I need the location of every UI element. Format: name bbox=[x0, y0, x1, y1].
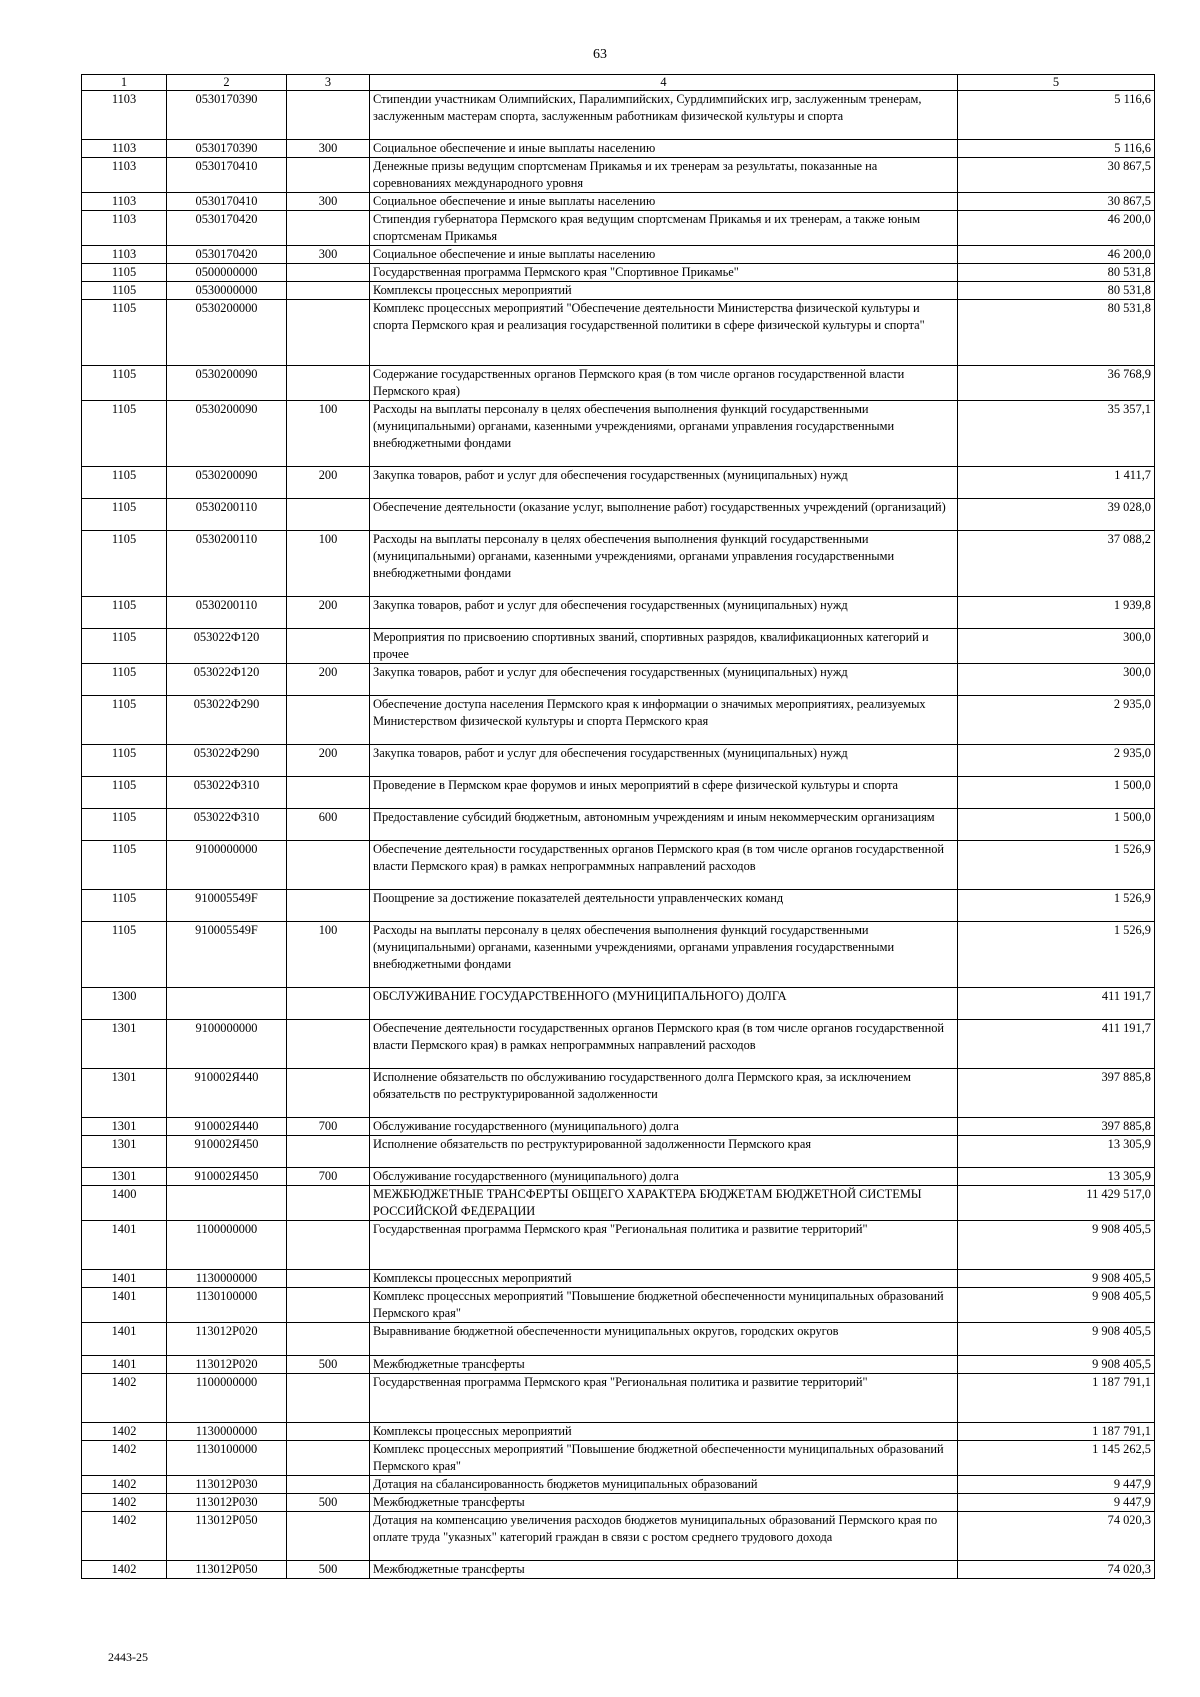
table-body bbox=[82, 91, 1155, 1579]
table-row bbox=[82, 1020, 1155, 1069]
section-code-cell: 1105 bbox=[82, 401, 167, 467]
section-code-cell: 1105 bbox=[82, 597, 167, 629]
amount-cell: 1 500,0 bbox=[958, 809, 1155, 841]
target-article-code-cell: 113012Р050 bbox=[167, 1561, 287, 1579]
table-row bbox=[82, 922, 1155, 988]
section-code-cell: 1105 bbox=[82, 922, 167, 988]
target-article-code-cell bbox=[167, 1186, 287, 1221]
expense-name-cell: Комплекс процессных мероприятий "Обеспечение деятельности Министерства физической культуры и спорта Пермского края и реализация государственной политики в сфере физической культуры и спорта" bbox=[370, 300, 958, 366]
expense-type-code-cell: 500 bbox=[287, 1561, 370, 1579]
amount-cell: 80 531,8 bbox=[958, 300, 1155, 366]
target-article-code-cell: 1130100000 bbox=[167, 1441, 287, 1476]
amount-cell: 1 145 262,5 bbox=[958, 1441, 1155, 1476]
table-row bbox=[82, 1512, 1155, 1561]
section-code-cell: 1401 bbox=[82, 1270, 167, 1288]
expense-type-code-cell: 200 bbox=[287, 664, 370, 696]
table-row bbox=[82, 809, 1155, 841]
amount-cell: 9 447,9 bbox=[958, 1494, 1155, 1512]
section-code-cell: 1105 bbox=[82, 467, 167, 499]
expense-type-code-cell bbox=[287, 1423, 370, 1441]
target-article-code-cell: 0530200090 bbox=[167, 366, 287, 401]
target-article-code-cell: 1100000000 bbox=[167, 1221, 287, 1270]
table-row bbox=[82, 401, 1155, 467]
target-article-code-cell: 113012Р020 bbox=[167, 1323, 287, 1356]
table-row bbox=[82, 890, 1155, 922]
section-code-cell: 1402 bbox=[82, 1423, 167, 1441]
section-code-cell: 1402 bbox=[82, 1494, 167, 1512]
expense-type-code-cell bbox=[287, 1323, 370, 1356]
expense-name-cell: Обслуживание государственного (муниципального) долга bbox=[370, 1118, 958, 1136]
section-code-cell: 1105 bbox=[82, 890, 167, 922]
section-code-cell: 1105 bbox=[82, 777, 167, 809]
amount-cell: 1 526,9 bbox=[958, 841, 1155, 890]
expense-type-code-cell bbox=[287, 777, 370, 809]
expense-name-cell: Комплекс процессных мероприятий "Повышение бюджетной обеспеченности муниципальных образований Пермского края" bbox=[370, 1441, 958, 1476]
section-code-cell: 1301 bbox=[82, 1020, 167, 1069]
expense-type-code-cell bbox=[287, 1441, 370, 1476]
expense-type-code-cell bbox=[287, 211, 370, 246]
target-article-code-cell: 113012Р020 bbox=[167, 1356, 287, 1374]
expense-type-code-cell: 500 bbox=[287, 1356, 370, 1374]
section-code-cell: 1103 bbox=[82, 193, 167, 211]
expense-name-cell: Межбюджетные трансферты bbox=[370, 1356, 958, 1374]
table-row bbox=[82, 140, 1155, 158]
section-code-cell: 1105 bbox=[82, 300, 167, 366]
table-row bbox=[82, 777, 1155, 809]
expense-name-cell: Обеспечение деятельности государственных органов Пермского края (в том числе органов государственной власти Пермского края) в рамках непрограммных направлений расходов bbox=[370, 1020, 958, 1069]
target-article-code-cell: 1130000000 bbox=[167, 1270, 287, 1288]
table-row bbox=[82, 211, 1155, 246]
expense-name-cell: ОБСЛУЖИВАНИЕ ГОСУДАРСТВЕННОГО (МУНИЦИПАЛЬНОГО) ДОЛГА bbox=[370, 988, 958, 1020]
document-code: 2443-25 bbox=[108, 1650, 148, 1664]
expense-name-cell: Межбюджетные трансферты bbox=[370, 1494, 958, 1512]
section-code-cell: 1105 bbox=[82, 264, 167, 282]
table-row bbox=[82, 1221, 1155, 1270]
expense-type-code-cell bbox=[287, 1221, 370, 1270]
section-code-cell: 1301 bbox=[82, 1136, 167, 1168]
expense-type-code-cell bbox=[287, 988, 370, 1020]
amount-cell: 411 191,7 bbox=[958, 1020, 1155, 1069]
expense-name-cell: Исполнение обязательств по реструктурированной задолженности Пермского края bbox=[370, 1136, 958, 1168]
expense-type-code-cell: 500 bbox=[287, 1494, 370, 1512]
expense-type-code-cell: 100 bbox=[287, 922, 370, 988]
target-article-code-cell: 0530170410 bbox=[167, 193, 287, 211]
expense-type-code-cell bbox=[287, 264, 370, 282]
section-code-cell: 1301 bbox=[82, 1069, 167, 1118]
section-code-cell: 1401 bbox=[82, 1323, 167, 1356]
expense-type-code-cell bbox=[287, 1374, 370, 1423]
expense-name-cell: Государственная программа Пермского края "Региональная политика и развитие территорий" bbox=[370, 1221, 958, 1270]
target-article-code-cell: 053022Ф310 bbox=[167, 777, 287, 809]
target-article-code-cell: 910005549F bbox=[167, 890, 287, 922]
expense-name-cell: Закупка товаров, работ и услуг для обеспечения государственных (муниципальных) нужд bbox=[370, 745, 958, 777]
section-code-cell: 1103 bbox=[82, 140, 167, 158]
expense-name-cell: Социальное обеспечение и иные выплаты населению bbox=[370, 246, 958, 264]
expense-name-cell: Расходы на выплаты персоналу в целях обеспечения выполнения функций государственными (муниципальными) органами, казенными учреждениями, органами управления государственными внебюджетными фондами bbox=[370, 401, 958, 467]
expense-type-code-cell: 700 bbox=[287, 1168, 370, 1186]
section-code-cell: 1105 bbox=[82, 696, 167, 745]
target-article-code-cell: 0530200110 bbox=[167, 531, 287, 597]
table-row bbox=[82, 1323, 1155, 1356]
expense-name-cell: Содержание государственных органов Пермского края (в том числе органов государственной власти Пермского края) bbox=[370, 366, 958, 401]
section-code-cell: 1105 bbox=[82, 841, 167, 890]
header-col-3: 3 bbox=[287, 75, 370, 91]
amount-cell: 37 088,2 bbox=[958, 531, 1155, 597]
expense-type-code-cell bbox=[287, 1069, 370, 1118]
target-article-code-cell: 1100000000 bbox=[167, 1374, 287, 1423]
expense-name-cell: Расходы на выплаты персоналу в целях обеспечения выполнения функций государственными (муниципальными) органами, казенными учреждениями, органами управления государственными внебюджетными фондами bbox=[370, 531, 958, 597]
amount-cell: 74 020,3 bbox=[958, 1512, 1155, 1561]
target-article-code-cell: 113012Р050 bbox=[167, 1512, 287, 1561]
amount-cell: 9 908 405,5 bbox=[958, 1288, 1155, 1323]
table-row bbox=[82, 1476, 1155, 1494]
target-article-code-cell: 910005549F bbox=[167, 922, 287, 988]
expense-name-cell: Обслуживание государственного (муниципального) долга bbox=[370, 1168, 958, 1186]
section-code-cell: 1105 bbox=[82, 366, 167, 401]
amount-cell: 5 116,6 bbox=[958, 91, 1155, 140]
expense-type-code-cell bbox=[287, 1476, 370, 1494]
amount-cell: 1 411,7 bbox=[958, 467, 1155, 499]
expense-name-cell: Социальное обеспечение и иные выплаты населению bbox=[370, 193, 958, 211]
expense-name-cell: Денежные призы ведущим спортсменам Прикамья и их тренерам за результаты, показанные на соревнованиях международного уровня bbox=[370, 158, 958, 193]
amount-cell: 9 908 405,5 bbox=[958, 1270, 1155, 1288]
section-code-cell: 1105 bbox=[82, 282, 167, 300]
expense-name-cell: МЕЖБЮДЖЕТНЫЕ ТРАНСФЕРТЫ ОБЩЕГО ХАРАКТЕРА БЮДЖЕТАМ БЮДЖЕТНОЙ СИСТЕМЫ РОССИЙСКОЙ ФЕДЕРАЦИИ bbox=[370, 1186, 958, 1221]
expense-type-code-cell bbox=[287, 890, 370, 922]
section-code-cell: 1300 bbox=[82, 988, 167, 1020]
expense-type-code-cell bbox=[287, 91, 370, 140]
section-code-cell: 1400 bbox=[82, 1186, 167, 1221]
table-row bbox=[82, 597, 1155, 629]
amount-cell: 74 020,3 bbox=[958, 1561, 1155, 1579]
budget-table bbox=[81, 74, 1155, 1579]
expense-type-code-cell bbox=[287, 158, 370, 193]
amount-cell: 9 908 405,5 bbox=[958, 1323, 1155, 1356]
header-col-5: 5 bbox=[958, 75, 1155, 91]
target-article-code-cell: 0530200090 bbox=[167, 467, 287, 499]
amount-cell: 1 939,8 bbox=[958, 597, 1155, 629]
header-col-4: 4 bbox=[370, 75, 958, 91]
target-article-code-cell: 0530170420 bbox=[167, 211, 287, 246]
expense-name-cell: Комплексы процессных мероприятий bbox=[370, 1423, 958, 1441]
table-row bbox=[82, 467, 1155, 499]
expense-type-code-cell bbox=[287, 1186, 370, 1221]
expense-name-cell: Межбюджетные трансферты bbox=[370, 1561, 958, 1579]
section-code-cell: 1103 bbox=[82, 158, 167, 193]
expense-type-code-cell: 300 bbox=[287, 193, 370, 211]
expense-name-cell: Обеспечение деятельности (оказание услуг, выполнение работ) государственных учреждений (организаций) bbox=[370, 499, 958, 531]
target-article-code-cell: 910002Я440 bbox=[167, 1069, 287, 1118]
target-article-code-cell: 053022Ф290 bbox=[167, 745, 287, 777]
expense-name-cell: Мероприятия по присвоению спортивных званий, спортивных разрядов, квалификационных категорий и прочее bbox=[370, 629, 958, 664]
expense-type-code-cell bbox=[287, 1288, 370, 1323]
amount-cell: 1 187 791,1 bbox=[958, 1374, 1155, 1423]
target-article-code-cell: 0530170390 bbox=[167, 91, 287, 140]
expense-name-cell: Государственная программа Пермского края "Региональная политика и развитие территорий" bbox=[370, 1374, 958, 1423]
expense-name-cell: Предоставление субсидий бюджетным, автономным учреждениям и иным некоммерческим организациям bbox=[370, 809, 958, 841]
expense-name-cell: Комплексы процессных мероприятий bbox=[370, 282, 958, 300]
expense-name-cell: Стипендии участникам Олимпийских, Паралимпийских, Сурдлимпийских игр, заслуженным тренерам, заслуженным мастерам спорта, заслуженным работникам физической культуры и спорта bbox=[370, 91, 958, 140]
expense-name-cell: Комплекс процессных мероприятий "Повышение бюджетной обеспеченности муниципальных образований Пермского края" bbox=[370, 1288, 958, 1323]
expense-name-cell: Закупка товаров, работ и услуг для обеспечения государственных (муниципальных) нужд bbox=[370, 597, 958, 629]
table-row bbox=[82, 193, 1155, 211]
expense-name-cell: Закупка товаров, работ и услуг для обеспечения государственных (муниципальных) нужд bbox=[370, 664, 958, 696]
section-code-cell: 1402 bbox=[82, 1512, 167, 1561]
amount-cell: 13 305,9 bbox=[958, 1168, 1155, 1186]
expense-name-cell: Расходы на выплаты персоналу в целях обеспечения выполнения функций государственными (муниципальными) органами, казенными учреждениями, органами управления государственными внебюджетными фондами bbox=[370, 922, 958, 988]
amount-cell: 411 191,7 bbox=[958, 988, 1155, 1020]
expense-type-code-cell: 100 bbox=[287, 531, 370, 597]
amount-cell: 5 116,6 bbox=[958, 140, 1155, 158]
table-row bbox=[82, 366, 1155, 401]
section-code-cell: 1103 bbox=[82, 91, 167, 140]
section-code-cell: 1402 bbox=[82, 1441, 167, 1476]
amount-cell: 1 500,0 bbox=[958, 777, 1155, 809]
amount-cell: 9 908 405,5 bbox=[958, 1221, 1155, 1270]
target-article-code-cell: 053022Ф120 bbox=[167, 629, 287, 664]
section-code-cell: 1402 bbox=[82, 1374, 167, 1423]
amount-cell: 2 935,0 bbox=[958, 696, 1155, 745]
target-article-code-cell: 113012Р030 bbox=[167, 1476, 287, 1494]
section-code-cell: 1401 bbox=[82, 1221, 167, 1270]
expense-name-cell: Исполнение обязательств по обслуживанию государственного долга Пермского края, за исключением обязательств по реструктурированной задолженности bbox=[370, 1069, 958, 1118]
section-code-cell: 1401 bbox=[82, 1356, 167, 1374]
target-article-code-cell: 9100000000 bbox=[167, 1020, 287, 1069]
expense-type-code-cell bbox=[287, 1020, 370, 1069]
amount-cell: 39 028,0 bbox=[958, 499, 1155, 531]
amount-cell: 46 200,0 bbox=[958, 246, 1155, 264]
expense-name-cell: Закупка товаров, работ и услуг для обеспечения государственных (муниципальных) нужд bbox=[370, 467, 958, 499]
table-row bbox=[82, 1136, 1155, 1168]
amount-cell: 30 867,5 bbox=[958, 158, 1155, 193]
expense-type-code-cell: 200 bbox=[287, 467, 370, 499]
target-article-code-cell: 1130100000 bbox=[167, 1288, 287, 1323]
expense-name-cell: Выравнивание бюджетной обеспеченности муниципальных округов, городских округов bbox=[370, 1323, 958, 1356]
table-row bbox=[82, 841, 1155, 890]
amount-cell: 300,0 bbox=[958, 664, 1155, 696]
amount-cell: 80 531,8 bbox=[958, 282, 1155, 300]
target-article-code-cell: 0530170390 bbox=[167, 140, 287, 158]
target-article-code-cell: 0530200090 bbox=[167, 401, 287, 467]
section-code-cell: 1103 bbox=[82, 246, 167, 264]
expense-name-cell: Дотация на компенсацию увеличения расходов бюджетов муниципальных образований Пермского края по оплате труда "указных" категорий граждан в связи с ростом среднего трудового дохода bbox=[370, 1512, 958, 1561]
expense-name-cell: Социальное обеспечение и иные выплаты населению bbox=[370, 140, 958, 158]
table-row bbox=[82, 1494, 1155, 1512]
amount-cell: 1 526,9 bbox=[958, 922, 1155, 988]
amount-cell: 9 908 405,5 bbox=[958, 1356, 1155, 1374]
table-header-row bbox=[82, 75, 1155, 91]
target-article-code-cell: 0530200000 bbox=[167, 300, 287, 366]
target-article-code-cell: 910002Я440 bbox=[167, 1118, 287, 1136]
expense-type-code-cell: 100 bbox=[287, 401, 370, 467]
expense-type-code-cell: 700 bbox=[287, 1118, 370, 1136]
amount-cell: 9 447,9 bbox=[958, 1476, 1155, 1494]
table-row bbox=[82, 629, 1155, 664]
expense-type-code-cell bbox=[287, 841, 370, 890]
amount-cell: 36 768,9 bbox=[958, 366, 1155, 401]
table-row bbox=[82, 1356, 1155, 1374]
expense-type-code-cell bbox=[287, 1270, 370, 1288]
expense-type-code-cell bbox=[287, 696, 370, 745]
section-code-cell: 1105 bbox=[82, 629, 167, 664]
section-code-cell: 1402 bbox=[82, 1476, 167, 1494]
amount-cell: 80 531,8 bbox=[958, 264, 1155, 282]
header-col-1: 1 bbox=[82, 75, 167, 91]
table-row bbox=[82, 1069, 1155, 1118]
target-article-code-cell bbox=[167, 988, 287, 1020]
expense-name-cell: Проведение в Пермском крае форумов и иных мероприятий в сфере физической культуры и спорта bbox=[370, 777, 958, 809]
section-code-cell: 1105 bbox=[82, 531, 167, 597]
amount-cell: 35 357,1 bbox=[958, 401, 1155, 467]
section-code-cell: 1402 bbox=[82, 1561, 167, 1579]
section-code-cell: 1105 bbox=[82, 499, 167, 531]
target-article-code-cell: 053022Ф120 bbox=[167, 664, 287, 696]
expense-type-code-cell bbox=[287, 1512, 370, 1561]
expense-type-code-cell: 200 bbox=[287, 597, 370, 629]
table-row bbox=[82, 664, 1155, 696]
expense-name-cell: Дотация на сбалансированность бюджетов муниципальных образований bbox=[370, 1476, 958, 1494]
target-article-code-cell: 910002Я450 bbox=[167, 1136, 287, 1168]
expense-type-code-cell: 600 bbox=[287, 809, 370, 841]
table-row bbox=[82, 246, 1155, 264]
table-row bbox=[82, 1118, 1155, 1136]
amount-cell: 13 305,9 bbox=[958, 1136, 1155, 1168]
amount-cell: 397 885,8 bbox=[958, 1069, 1155, 1118]
section-code-cell: 1301 bbox=[82, 1118, 167, 1136]
expense-type-code-cell bbox=[287, 629, 370, 664]
table-row bbox=[82, 696, 1155, 745]
table-row bbox=[82, 91, 1155, 140]
expense-type-code-cell bbox=[287, 1136, 370, 1168]
amount-cell: 397 885,8 bbox=[958, 1118, 1155, 1136]
section-code-cell: 1105 bbox=[82, 664, 167, 696]
table-row bbox=[82, 264, 1155, 282]
section-code-cell: 1103 bbox=[82, 211, 167, 246]
section-code-cell: 1105 bbox=[82, 745, 167, 777]
amount-cell: 1 187 791,1 bbox=[958, 1423, 1155, 1441]
section-code-cell: 1301 bbox=[82, 1168, 167, 1186]
table-row bbox=[82, 282, 1155, 300]
target-article-code-cell: 0530200110 bbox=[167, 597, 287, 629]
target-article-code-cell: 113012Р030 bbox=[167, 1494, 287, 1512]
table-row bbox=[82, 1441, 1155, 1476]
target-article-code-cell: 053022Ф310 bbox=[167, 809, 287, 841]
target-article-code-cell: 1130000000 bbox=[167, 1423, 287, 1441]
expense-type-code-cell bbox=[287, 366, 370, 401]
amount-cell: 2 935,0 bbox=[958, 745, 1155, 777]
expense-type-code-cell bbox=[287, 300, 370, 366]
expense-name-cell: Обеспечение деятельности государственных органов Пермского края (в том числе органов государственной власти Пермского края) в рамках непрограммных направлений расходов bbox=[370, 841, 958, 890]
target-article-code-cell: 0530200110 bbox=[167, 499, 287, 531]
amount-cell: 1 526,9 bbox=[958, 890, 1155, 922]
table-row bbox=[82, 1561, 1155, 1579]
target-article-code-cell: 9100000000 bbox=[167, 841, 287, 890]
amount-cell: 300,0 bbox=[958, 629, 1155, 664]
target-article-code-cell: 0530170420 bbox=[167, 246, 287, 264]
expense-type-code-cell: 300 bbox=[287, 246, 370, 264]
expense-name-cell: Комплексы процессных мероприятий bbox=[370, 1270, 958, 1288]
section-code-cell: 1401 bbox=[82, 1288, 167, 1323]
table-row bbox=[82, 158, 1155, 193]
amount-cell: 46 200,0 bbox=[958, 211, 1155, 246]
expense-name-cell: Государственная программа Пермского края "Спортивное Прикамье" bbox=[370, 264, 958, 282]
target-article-code-cell: 0530000000 bbox=[167, 282, 287, 300]
section-code-cell: 1105 bbox=[82, 809, 167, 841]
table-row bbox=[82, 1423, 1155, 1441]
expense-type-code-cell bbox=[287, 282, 370, 300]
expense-name-cell: Стипендия губернатора Пермского края ведущим спортсменам Прикамья и их тренерам, а также юным спортсменам Прикамья bbox=[370, 211, 958, 246]
table-row bbox=[82, 1168, 1155, 1186]
target-article-code-cell: 0500000000 bbox=[167, 264, 287, 282]
table-row bbox=[82, 1270, 1155, 1288]
header-col-2: 2 bbox=[167, 75, 287, 91]
expense-type-code-cell bbox=[287, 499, 370, 531]
expense-name-cell: Обеспечение доступа населения Пермского края к информации о значимых мероприятиях, реализуемых Министерством физической культуры и спорта Пермского края bbox=[370, 696, 958, 745]
expense-name-cell: Поощрение за достижение показателей деятельности управленческих команд bbox=[370, 890, 958, 922]
amount-cell: 30 867,5 bbox=[958, 193, 1155, 211]
page-number: 63 bbox=[593, 47, 607, 62]
expense-type-code-cell: 300 bbox=[287, 140, 370, 158]
table-row bbox=[82, 1374, 1155, 1423]
table-row bbox=[82, 1288, 1155, 1323]
table-row bbox=[82, 499, 1155, 531]
amount-cell: 11 429 517,0 bbox=[958, 1186, 1155, 1221]
expense-type-code-cell: 200 bbox=[287, 745, 370, 777]
target-article-code-cell: 910002Я450 bbox=[167, 1168, 287, 1186]
table-row bbox=[82, 531, 1155, 597]
target-article-code-cell: 053022Ф290 bbox=[167, 696, 287, 745]
table-row bbox=[82, 1186, 1155, 1221]
table-row bbox=[82, 988, 1155, 1020]
target-article-code-cell: 0530170410 bbox=[167, 158, 287, 193]
table-row bbox=[82, 745, 1155, 777]
table-row bbox=[82, 300, 1155, 366]
